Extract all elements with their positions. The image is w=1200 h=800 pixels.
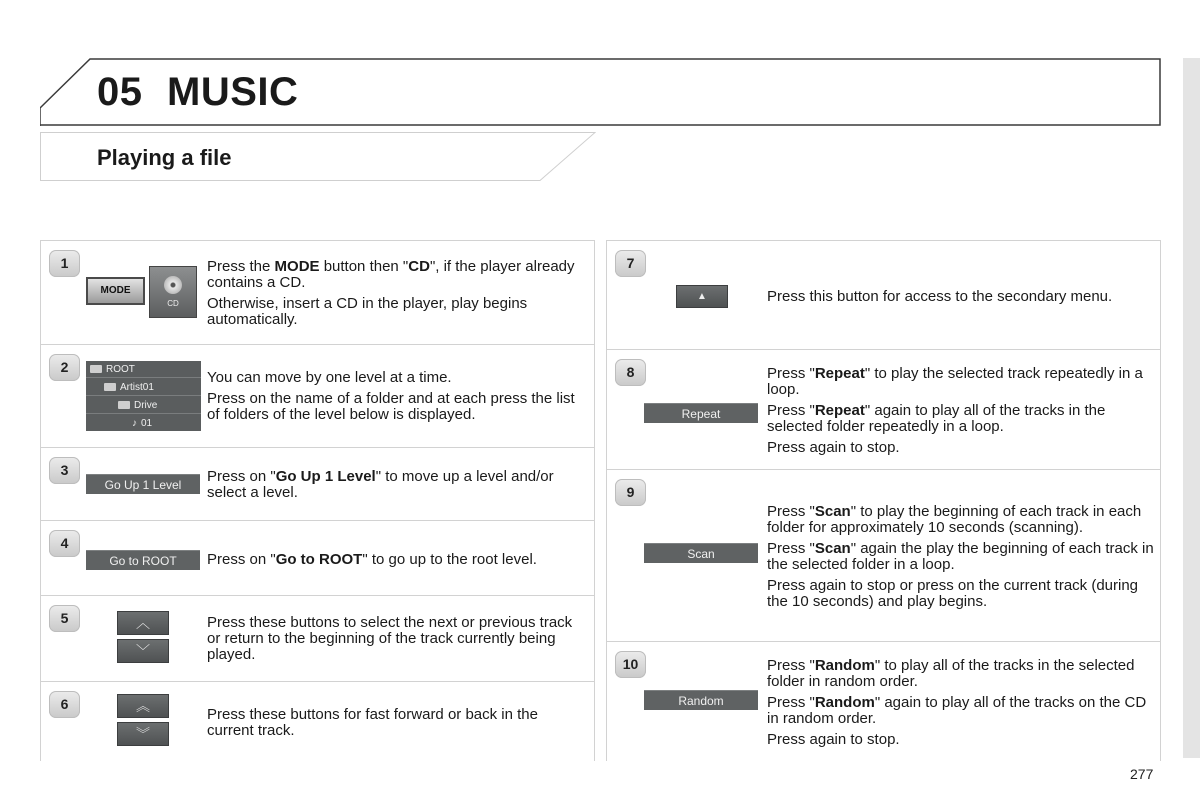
step-6 [41,682,594,761]
side-tab-bar [1183,58,1200,758]
text-run: Press the [207,258,275,275]
step-3 [41,448,594,521]
paragraph: Press again to stop. [767,731,900,748]
bold-text: Scan [814,540,851,557]
bold-text: Random [814,657,875,674]
section-title: Playing a file [97,145,232,170]
bold-text: Go Up 1 Level [275,468,376,485]
bold-text: Go to ROOT [275,551,363,568]
cd-button-label: CD [167,299,179,308]
tree-label: ROOT [106,364,135,375]
go-up-level-button[interactable]: Go Up 1 Level [86,474,200,494]
triangle-up-icon: ▲ [697,291,707,302]
repeat-button[interactable]: Repeat [644,403,758,423]
chapter-header [40,58,1161,126]
text-run: " again to play all of the tracks on the CD in random order. [767,694,1147,727]
step-5-text [207,615,587,668]
chevron-down-icon: ﹀ [136,643,150,659]
step-number-badge: 2 [49,354,80,381]
step-number-badge: 9 [615,479,646,506]
double-chevron-down-icon: ︾ [136,726,150,742]
step-number-badge: 8 [615,359,646,386]
music-note-icon: ♪ [132,418,137,429]
right-steps-column [606,240,1161,761]
bold-text: Repeat [814,365,865,382]
chevron-up-icon: ︿ [136,615,150,631]
text-run: button then " [319,258,409,275]
paragraph: You can move by one level at a time. [207,369,452,386]
folder-icon [118,401,130,409]
step-7 [607,241,1160,350]
random-button[interactable]: Random [644,690,758,710]
text-run: " to play the beginning of each track in each folder for approximately 10 seconds (scanning). [767,503,1142,536]
paragraph: Press again to stop. [767,439,900,456]
text-run: Press " [767,657,815,674]
double-chevron-up-icon: ︽ [136,698,150,714]
step-2-text [207,370,587,428]
bold-text: MODE [274,258,320,275]
step-1-text [207,259,587,333]
tree-row-drive[interactable] [86,397,201,414]
step-6-text [207,707,587,744]
go-to-root-button[interactable]: Go to ROOT [86,550,200,570]
paragraph: Press these buttons to select the next or previous track or return to the beginning of the track currently being played. [207,614,573,663]
text-run: Press on " [207,468,276,485]
step-number-badge: 7 [615,250,646,277]
text-run: " again to play all of the tracks in the selected folder repeatedly in a loop. [767,402,1106,435]
paragraph: Press on the name of a folder and at each press the list of folders of the level below is displayed. [207,390,575,423]
previous-track-button[interactable] [117,611,169,635]
tree-label: Artist01 [120,382,154,393]
fast-back-button[interactable] [117,694,169,718]
paragraph: Press again to stop or press on the current track (during the 10 seconds) and play begins. [767,577,1139,610]
bold-text: Scan [814,503,851,520]
section-header [40,132,596,181]
chapter-number: 05 [97,70,143,114]
text-run: Press " [767,365,815,382]
tree-label: 01 [141,418,153,429]
next-track-button[interactable] [117,639,169,663]
folder-icon [90,365,102,373]
fast-forward-button[interactable] [117,722,169,746]
folder-icon [104,383,116,391]
step-9-text [767,504,1155,615]
step-number-badge: 5 [49,605,80,632]
bold-text: Repeat [814,402,865,419]
step-2 [41,345,594,448]
step-number-badge: 3 [49,457,80,484]
text-run: " again the play the beginning of each track in the selected folder in a loop. [767,540,1154,573]
tree-label: Drive [134,400,158,411]
step-10-text [767,658,1155,753]
disc-icon [164,276,182,294]
bold-text: Random [814,694,875,711]
step-4-text [207,552,587,573]
mode-button[interactable]: MODE [86,277,145,305]
tree-row-root[interactable] [86,361,201,378]
bold-text: CD [408,258,430,275]
step-8 [607,350,1160,470]
text-run: Press " [767,694,815,711]
step-8-text [767,366,1155,461]
step-9 [607,470,1160,642]
step-number-badge: 10 [615,651,646,678]
text-run: " to play the selected track repeatedly in a loop. [767,365,1143,398]
step-10 [607,642,1160,761]
step-number-badge: 6 [49,691,80,718]
text-run: " to go up to the root level. [362,551,537,568]
step-4 [41,521,594,596]
step-7-text [767,289,1155,310]
page-number: 277 [1130,766,1154,782]
text-run: Press " [767,402,815,419]
cd-button[interactable] [149,266,197,318]
tree-row-artist[interactable] [86,379,201,396]
text-run: Press " [767,503,815,520]
text-run: " to play all of the tracks in the selected folder in random order. [767,657,1135,690]
step-5 [41,596,594,682]
text-run: Press on " [207,551,276,568]
folder-tree-image[interactable] [86,361,201,431]
step-number-badge: 1 [49,250,80,277]
text-run: " to move up a level and/or select a level. [207,468,554,501]
chapter-title: MUSIC [167,70,299,114]
paragraph: Otherwise, insert a CD in the player, play begins automatically. [207,295,528,328]
tree-row-track[interactable] [86,415,201,432]
text-run: Press " [767,540,815,557]
paragraph: Press these buttons for fast forward or back in the current track. [207,706,538,739]
step-number-badge: 4 [49,530,80,557]
text-run: ", if the player already contains a CD. [207,258,575,291]
scan-button[interactable]: Scan [644,543,758,563]
secondary-menu-button[interactable] [676,285,728,308]
left-steps-column [40,240,595,761]
paragraph: Press this button for access to the secondary menu. [767,288,1113,305]
step-1 [41,241,594,345]
step-3-text [207,469,587,506]
